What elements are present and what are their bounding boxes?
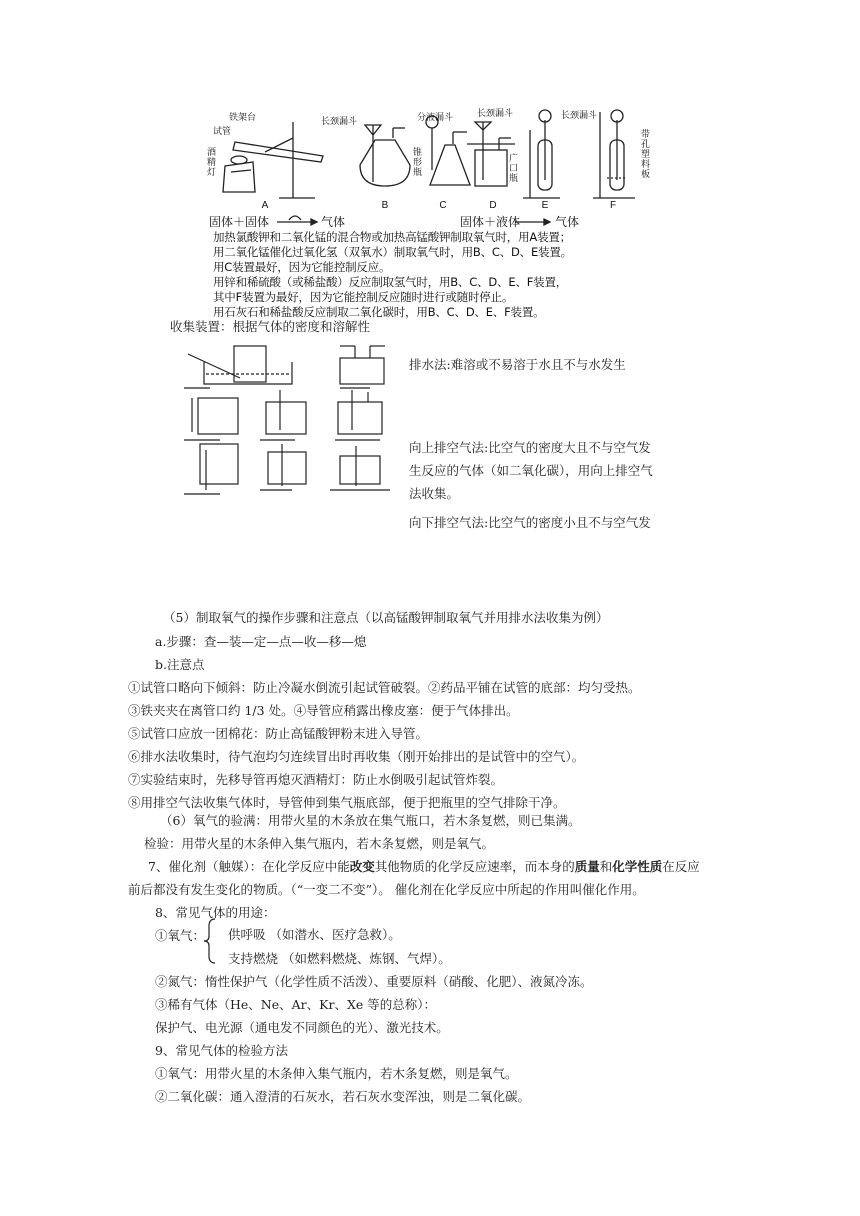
- note-6: ⑥排水法收集时，待气泡均匀连续冒出时再收集（刚开始排出的是试管中的空气）。: [128, 749, 585, 764]
- label-conical-flask: 锥形瓶: [413, 148, 423, 178]
- note-3-4: ③铁夹夹在离管口约 1/3 处。④导管应稍露出橡皮塞：便于气体排出。: [128, 703, 519, 718]
- collection-apparatus-figure: [180, 340, 395, 500]
- upward-air-displacement: [409, 436, 674, 505]
- reaction-solid-solid-product: 气体: [321, 215, 346, 229]
- reaction-solid-solid: 固体＋固体: [209, 215, 270, 229]
- test-oxygen: ①氧气：用带火星的木条伸入集气瓶内，若木条复燃，则是氧气。: [155, 1066, 518, 1081]
- oxygen-use-breathing: 供呼吸 （如潜水、医疗急救）。: [228, 927, 401, 942]
- label-test-tube: 试管: [213, 127, 232, 137]
- letter-d: D: [489, 200, 497, 211]
- nitrogen-uses: ②氮气：惰性保护气（化学性质不活泼）、重要原料（硝酸、化肥）、液氮冷冻。: [155, 974, 593, 989]
- catalyst-line-1: [148, 858, 700, 876]
- catalyst-bold-chemical: 化学性质: [612, 859, 663, 874]
- rare-gases-heading: ③稀有气体（He、Ne、Ar、Kr、Xe 等的总称）：: [155, 997, 436, 1012]
- label-iron-stand: 铁架台: [229, 113, 257, 123]
- rare-gases-uses: 保护气、电光源（通电发不同颜色的光）、激光技术。: [155, 1020, 449, 1035]
- brace-icon: [203, 918, 217, 964]
- label-long-funnel-b: 长颈漏斗: [321, 117, 358, 127]
- apparatus-line-2: 用二氧化锰催化过氧化氢（双氧水）制取氧气时，用B、C、D、E装置。: [213, 245, 572, 259]
- oxygen-test-line: 检验：用带火星的木条伸入集气瓶内，若木条复燃，则是氧气。: [144, 836, 495, 851]
- label-long-funnel-f: 长颈漏斗: [561, 111, 598, 121]
- catalyst-bold-change: 改变: [349, 859, 375, 874]
- note-5: ⑤试管口应放一团棉花：防止高锰酸钾粉末进入导管。: [128, 726, 429, 741]
- upward-line-1: 向上排空气法:比空气的密度大且不与空气发: [409, 440, 651, 455]
- section-5-heading: （5）制取氧气的操作步骤和注意点（以高锰酸钾制取氧气并用排水法收集为例）: [163, 610, 609, 625]
- apparatus-line-1: 加热氯酸钾和二氧化锰的混合物或加热高锰酸钾制取氧气时，用A装置；: [213, 230, 571, 244]
- apparatus-line-5: 其中F装置为最好，因为它能控制反应随时进行或随时停止。: [213, 290, 514, 304]
- test-carbon-dioxide: ②二氧化碳：通入澄清的石灰水，若石灰水变浑浊，则是二氧化碳。: [155, 1089, 531, 1104]
- apparatus-line-4: 用锌和稀硫酸（或稀盐酸）反应制取氢气时，用B、C、D、E、F装置，: [213, 275, 568, 289]
- letter-a: A: [261, 200, 269, 211]
- section-6-oxygen-full-check: （6）氧气的验满：用带火星的木条放在集气瓶口，若木条复燃，则已集满。: [160, 813, 581, 828]
- steps-line: a.步骤：查—装—定—点—收—移—熄: [155, 634, 367, 649]
- section-8-heading: 8、常见气体的用途：: [155, 905, 276, 920]
- label-alcohol-lamp: 酒精灯: [207, 148, 217, 178]
- reaction-solid-liquid-product: 气体: [555, 215, 580, 229]
- apparatus-line-6: 用石灰石和稀盐酸反应制取二氧化碳时，用B、C、D、E、F装置。: [213, 305, 545, 319]
- label-wide-bottle: 广口瓶: [509, 154, 519, 184]
- apparatus-explanation: [213, 230, 663, 320]
- upward-line-2: 生反应的气体（如二氧化碳），用向上排空气: [409, 463, 653, 478]
- catalyst-part-c: 其他物质的化学反应速率，而本身的: [374, 859, 575, 874]
- apparatus-line-3: 用C装置最好，因为它能控制反应。: [213, 260, 391, 274]
- oxygen-uses-label: ①氧气：: [155, 928, 206, 943]
- notes-heading: b.注意点: [155, 657, 205, 672]
- label-perforated-plate: 带孔塑料板: [641, 130, 651, 180]
- note-8: ⑧用排空气法收集气体时，导管伸到集气瓶底部，便于把瓶里的空气排除干净。: [128, 795, 566, 810]
- note-7: ⑦实验结束时，先移导管再熄灭酒精灯：防止水倒吸引起试管炸裂。: [128, 772, 504, 787]
- catalyst-bold-mass: 质量: [574, 859, 600, 874]
- collection-drawing: [180, 340, 395, 500]
- catalyst-part-a: 7、催化剂（触媒）：在化学反应中能: [148, 859, 350, 874]
- label-separatory-funnel: 分液漏斗: [417, 113, 454, 123]
- catalyst-part-e: 和: [599, 859, 613, 874]
- letter-e: E: [541, 200, 549, 211]
- note-1-2: ①试管口略向下倾斜：防止冷凝水倒流引起试管破裂。②药品平铺在试管的底部：均匀受热。: [128, 680, 641, 695]
- upward-line-3: 法收集。: [409, 486, 460, 501]
- section-9-heading: 9、常见气体的检验方法: [155, 1043, 288, 1058]
- reaction-solid-liquid: 固体＋液体: [460, 215, 521, 229]
- collection-heading: 收集装置：根据气体的密度和溶解性: [170, 319, 371, 334]
- water-displacement-text: 排水法:难溶或不易溶于水且不与水发生: [409, 357, 626, 372]
- label-long-funnel-d: 长颈漏斗: [477, 109, 514, 119]
- letter-b: B: [381, 200, 389, 211]
- catalyst-part-g: 在反应: [662, 859, 700, 874]
- letter-c: C: [439, 200, 447, 211]
- oxygen-use-combustion: 支持燃烧 （如燃料燃烧、炼钢、气焊）。: [228, 951, 451, 966]
- downward-air-displacement-text: 向下排空气法:比空气的密度小且不与空气发: [409, 515, 651, 530]
- catalyst-line-2: 前后都没有发生变化的物质。（“一变二不变”）。 催化剂在化学反应中所起的作用叫催化作用。: [128, 882, 645, 897]
- letter-f: F: [609, 200, 617, 211]
